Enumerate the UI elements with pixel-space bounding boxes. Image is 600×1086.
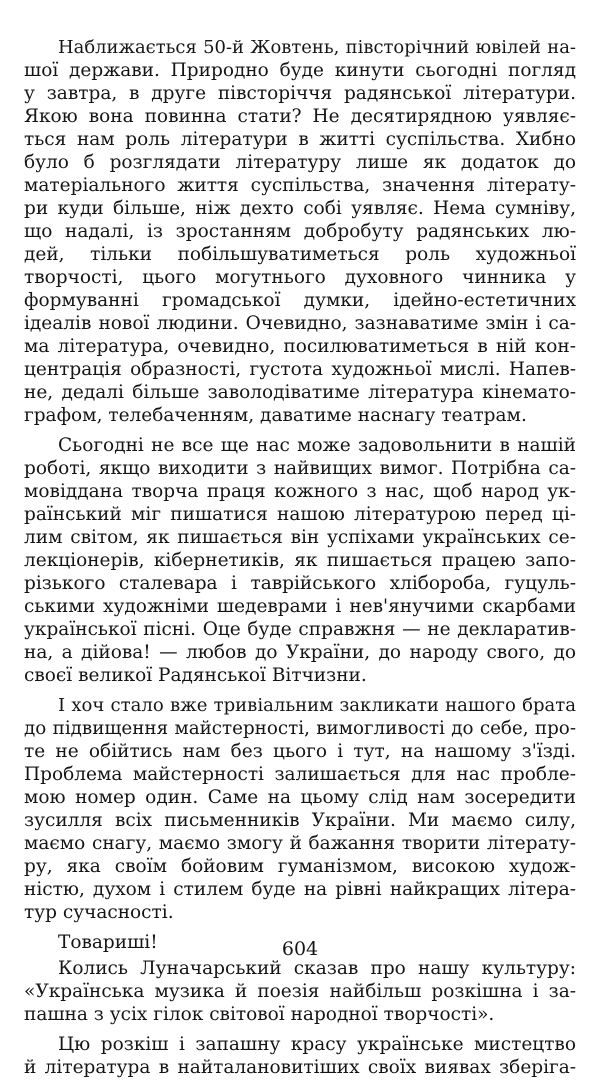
text-line: тур сучасності.	[24, 902, 174, 923]
text-line: ться нам роль літератури в житті суспільства. Хибно	[24, 129, 576, 150]
text-line: різького сталевара і таврійського хлібороба, гуцуль-	[24, 573, 576, 594]
text-line: Наближається 50-й Жовтень, півсторічний ювілей на-	[58, 37, 576, 58]
text-line: Проблема майстерності залишається для нас пробле-	[24, 764, 576, 785]
text-line: зусилля всіх письменників України. Ми маємо силу,	[24, 810, 576, 831]
text-line: ідеалів нової людини. Очевидно, зазнаватиме змін і са-	[24, 313, 576, 334]
text-line: Товариші!	[58, 932, 158, 953]
page-text	[24, 36, 576, 1086]
text-line: й література в найталановитіших своїх виявах зберіга-	[24, 1057, 576, 1078]
text-line: Цю розкіш і запашну красу українське мистецтво	[58, 1034, 576, 1055]
paragraph-3	[24, 694, 576, 924]
text-line: Якою вона повинна стати? Не десятирядною уявляє-	[24, 106, 576, 127]
text-line: дей, тільки побільшуватиметься роль художньої	[24, 244, 576, 265]
text-line: ру, яка своїм бойовим гуманізмом, високою худож-	[24, 856, 576, 877]
paragraph-1	[24, 36, 576, 427]
text-line: роботі, якщо виходити з найвищих вимог. Потрібна са-	[24, 458, 576, 479]
text-line: те не обійтись нам без цього і тут, на нашому з'їзді.	[24, 741, 576, 762]
text-line: пашна з усіх гілок світової народної творчості».	[24, 1004, 495, 1025]
text-line: творчості, цього могутнього духовного чинника у	[24, 267, 576, 288]
paragraph-2	[24, 434, 576, 687]
text-line: І хоч стало вже тривіальним закликати нашого брата	[58, 695, 576, 716]
text-line: своєї великої Радянської Вітчизни.	[24, 665, 367, 686]
text-line: у завтра, в друге півсторіччя радянської літератури.	[24, 83, 576, 104]
text-line: мою номер один. Саме на цьому слід нам зосередити	[24, 787, 576, 808]
page-number: 604	[281, 938, 319, 960]
text-line: ри куди більше, ніж дехто собі уявляє. Нема сумніву,	[24, 198, 576, 219]
text-line: на, а дійова! — любов до України, до народу свого, до	[24, 642, 576, 663]
text-line: ма література, очевидно, посилюватиметься в ній кон-	[24, 336, 576, 357]
text-line: до підвищення майстерності, вимогливості до себе, про-	[24, 718, 576, 739]
text-line: матеріального життя суспільства, значення літерату-	[24, 175, 576, 196]
paragraph-5	[24, 957, 576, 1026]
text-line: маємо снагу, маємо змогу й бажання творити літерату-	[24, 833, 576, 854]
text-line: лекціонерів, кібернетиків, як пишається працею запо-	[24, 550, 576, 571]
text-line: формуванні громадської думки, ідейно-естетичних	[24, 290, 576, 311]
text-line: ністю, духом і стилем буде на рівні найкращих літера-	[24, 879, 576, 900]
text-line: Сьогодні не все ще нас може задовольнити в нашій	[58, 435, 576, 456]
text-line: української пісні. Оце буде справжня — не декларатив-	[24, 619, 576, 640]
text-line: Колись Луначарський сказав про нашу культуру:	[58, 958, 576, 979]
text-line: центрація образності, густота художньої мислі. Напев-	[24, 359, 576, 380]
text-line: графом, телебаченням, даватиме наснагу театрам.	[24, 405, 527, 426]
paragraph-6	[24, 1033, 576, 1079]
text-line: не, дедалі більше заволодіватиме література кінемато-	[24, 382, 576, 403]
text-line: ськими художніми шедеврами і нев'янучими скарбами	[24, 596, 576, 617]
text-line: що надалі, із зростанням добробуту радянських лю-	[24, 221, 576, 242]
text-line: «Українська музика й поезія найбільш розкішна і за-	[24, 981, 576, 1002]
text-line: раїнський міг пишатися нашою літературою перед ці-	[24, 504, 576, 525]
text-line: мовіддана творча праця кожного з нас, щоб народ ук-	[24, 481, 576, 502]
text-line: лим світом, як пишається він успіхами українських се-	[24, 527, 576, 548]
text-line: було б розглядати літературу лише як додаток до	[24, 152, 576, 173]
text-line: шої держави. Природно буде кинути сьогодні погляд	[24, 60, 576, 81]
